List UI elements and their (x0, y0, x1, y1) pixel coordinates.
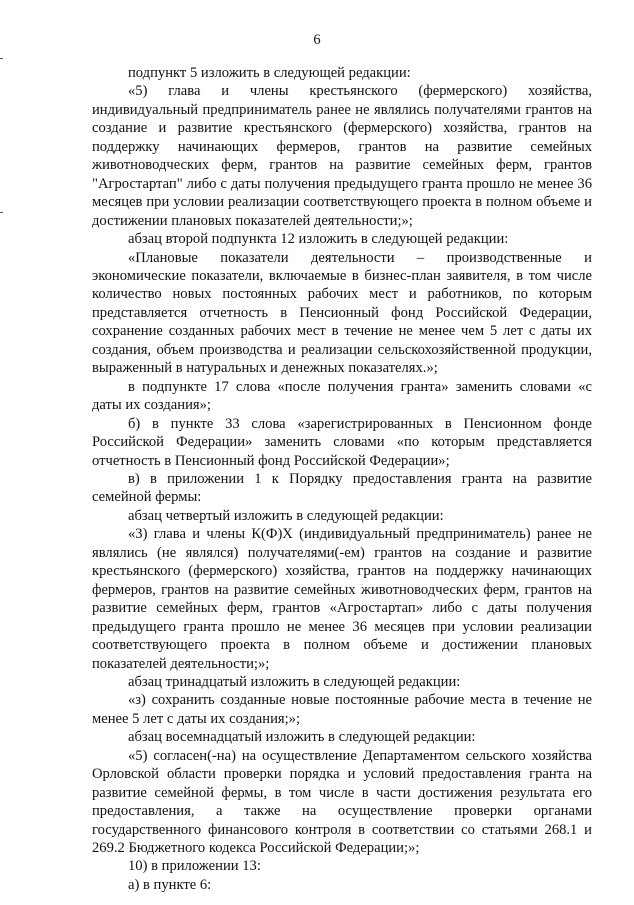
paragraph: а) в пункте 6: (128, 876, 212, 893)
paragraph: абзац четвертый изложить в следующей редакции: (128, 507, 444, 524)
paragraph: «5) согласен(-на) на осуществление Департаментом сельского хозяйства Орловской области проверки порядка и условий предоставления гранта на развитие семейной фермы, в том числе в части достижения результата его предоставления, а также на осуществление проверки органами государственного финансового контроля в соответствии со статьями 268.1 и 269.2 Бюджетного кодекса Российской Федерации;»; (92, 747, 592, 857)
paragraph: «Плановые показатели деятельности – производственные и экономические показатели, включаемые в бизнес-план заявителя, в том числе количество новых постоянных рабочих мест и работников, по которым представляется отчетность в Пенсионный фонд Российской Федерации, сохранение созданных рабочих мест в течение не менее чем 5 лет с даты их создания, объем производства и реализации сельскохозяйственной продукции, выраженный в натуральных и денежных показателях.»; (92, 249, 592, 377)
paragraph: 10) в приложении 13: (128, 858, 261, 875)
paragraph: абзац тринадцатый изложить в следующей редакции: (128, 673, 461, 690)
document-body (92, 64, 592, 894)
margin-tick (0, 212, 3, 213)
paragraph: «з) сохранить созданные новые постоянные рабочие места в течение не менее 5 лет с даты их создания;»; (92, 692, 592, 727)
page-number: 6 (313, 32, 321, 48)
paragraph: абзац второй подпункта 12 изложить в следующей редакции: (128, 231, 509, 248)
paragraph: «3) глава и члены К(Ф)Х (индивидуальный предприниматель) ранее не являлись (не являлся) получателями(-ем) грантов на создание и развитие крестьянского (фермерского) хозяйства, грантов на поддержку начинающих фермеров, грантов на развитие семейных животноводческих ферм, грантов на развитие семейных ферм, грантов «Агростартап» либо с даты получения предыдущего гранта прошло не менее 36 месяцев при условии реализации соответствующего проекта в полном объеме и достижении плановых показателей деятельности;»; (92, 526, 592, 672)
margin-tick (0, 58, 3, 59)
paragraph: б) в пункте 33 слова «зарегистрированных в Пенсионном фонде Российской Федерации» заменить словами «по которым представляется отчетность в Пенсионный фонд Российской Федерации»; (92, 415, 592, 469)
paragraph: абзац восемнадцатый изложить в следующей редакции: (128, 729, 476, 746)
paragraph: в) в приложении 1 к Порядку предоставления гранта на развитие семейной фермы: (92, 470, 592, 506)
paragraph: «5) глава и члены крестьянского (фермерского) хозяйства, индивидуальный предприниматель ранее не являлись получателями грантов на создание и развитие крестьянского (фермерского) хозяйства, грантов на поддержку начинающих фермеров, грантов на развитие семейных животноводческих ферм, грантов на развитие семейных ферм, грантов "Агростартап" либо с даты получения предыдущего гранта прошло не менее 36 месяцев при условии реализации соответствующего проекта в полном объеме и достижении плановых показателей деятельности;»; (92, 83, 592, 229)
paragraph: подпункт 5 изложить в следующей редакции: (128, 65, 411, 81)
paragraph: в подпункте 17 слова «после получения гранта» заменить словами «с даты их создания»; (92, 378, 592, 414)
